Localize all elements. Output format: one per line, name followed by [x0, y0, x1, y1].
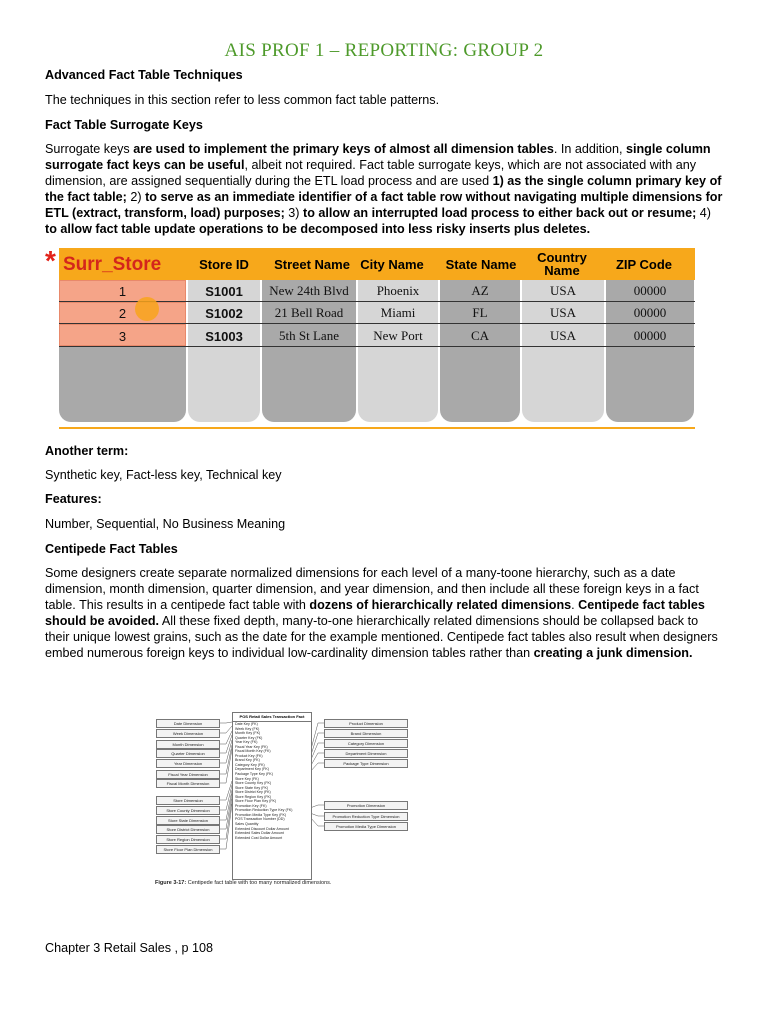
- fact-key-item: Store District Key (FK): [235, 790, 271, 795]
- page-footer: Chapter 3 Retail Sales , p 108: [45, 941, 214, 955]
- country-name-cell: USA: [549, 305, 576, 320]
- street-name-cell: 21 Bell Road: [274, 305, 344, 320]
- street-name-cell: 5th St Lane: [279, 328, 339, 343]
- section-heading: Advanced Fact Table Techniques: [45, 68, 243, 82]
- fact-key-item: Brand Key (FK): [235, 758, 260, 763]
- dimension-box: Date Dimension: [156, 719, 220, 728]
- section-intro: The techniques in this section refer to less common fact table patterns.: [45, 93, 440, 107]
- text-run: All these fixed depth, many-to-one hierarchically related dimensions should be collapsed back to their unique lowest grains, such as the date for the example mentioned. Centipede fact tables also result when designers embed numerous foreign keys to individual low-cardinality dimension tables rather than: [45, 614, 718, 660]
- fact-key-item: Extended Cost Dollar Amount: [235, 835, 283, 840]
- figure-bottom-rule: [59, 427, 695, 429]
- bold-text-run: to serve as an immediate identifier of a fact table row without navigating multiple dimensions for ETL (extract, transform, load) purposes;: [45, 190, 723, 220]
- store-id-cell: S1001: [205, 283, 243, 299]
- fact-key-item: Store Region Key (FK): [235, 794, 272, 799]
- dimension-box: Category Dimension: [324, 739, 408, 748]
- dimension-box: Year Dimension: [156, 759, 220, 768]
- zip-code-cell: 00000: [633, 283, 667, 298]
- dimension-box: Store County Dimension: [156, 806, 220, 815]
- fact-table-box: [232, 712, 312, 880]
- centipede-diagram: [150, 712, 412, 890]
- star-marker: *: [45, 245, 56, 276]
- fact-key-item: Date Key (FK): [235, 722, 258, 726]
- city-name-cell: Miami: [380, 305, 416, 320]
- another-term-label: Another term:: [45, 444, 129, 458]
- fact-key-item: Sales Quantity: [235, 822, 259, 827]
- bold-text-run: to allow fact table update operations to be decomposed into less risky inserts plus deletes.: [45, 222, 591, 236]
- fact-key-item: Store Key (FK): [235, 776, 259, 781]
- dimension-box: Store Region Dimension: [156, 835, 220, 844]
- fact-key-item: Promotion Reduction Type Key (FK): [235, 808, 293, 813]
- text-run: Surrogate keys: [45, 142, 134, 156]
- text-run: , albeit not required. Fact table surrogate keys, which are not associated with any dimension, are assigned sequentially during the ETL load process and are used: [45, 158, 697, 188]
- fact-table-title: POS Retail Sales Transaction Fact: [233, 713, 311, 722]
- fact-key-item: Product Key (FK): [235, 753, 263, 758]
- dimension-box: Week Dimension: [156, 729, 220, 738]
- figure-caption-text: Centipede fact table with too many normalized dimensions.: [187, 880, 332, 886]
- bold-text-run: single column surrogate fact keys can be useful: [45, 142, 711, 172]
- centipede-heading: Centipede Fact Tables: [45, 542, 178, 556]
- bold-text-run: 1) as the single column primary key of the fact table;: [45, 174, 722, 204]
- store-id-cell: S1002: [205, 305, 243, 321]
- zip-code-cell: 00000: [633, 328, 667, 343]
- fact-key-item: POS Transaction Number (DD): [235, 817, 285, 822]
- surr-store-cell: 3: [118, 328, 127, 344]
- surrogate-heading: Fact Table Surrogate Keys: [45, 118, 203, 132]
- bold-text-run: are used to implement the primary keys of almost all dimension tables: [133, 142, 554, 156]
- city-name-cell: New Port: [373, 328, 423, 343]
- fact-key-item: Store Floor Plan Key (FK): [235, 799, 277, 804]
- state-name-cell: AZ: [471, 283, 489, 298]
- header-surr-store: Surr_Store: [63, 253, 162, 275]
- dimension-box: Promotion Reduction Type Dimension: [324, 812, 408, 821]
- header-store-id: Store ID: [199, 256, 249, 272]
- dimension-box: Store District Dimension: [156, 825, 220, 834]
- state-name-cell: FL: [472, 305, 488, 320]
- text-run: .: [571, 598, 579, 612]
- dimension-box: Promotion Media Type Dimension: [324, 822, 408, 831]
- header-zip-code: ZIP Code: [615, 256, 673, 272]
- figure-caption-label: Figure 3-17:: [155, 880, 187, 886]
- zip-code-cell: 00000: [633, 305, 667, 320]
- text-run: 3): [284, 206, 303, 220]
- figure-caption: [155, 880, 331, 886]
- another-term-value: Synthetic key, Fact-less key, Technical key: [45, 468, 282, 482]
- street-name-cell: New 24th Blvd: [269, 283, 349, 298]
- bold-text-run: to allow an interrupted load process to either back out or resume;: [303, 206, 697, 220]
- surr-store-cell: 1: [118, 283, 127, 299]
- fact-key-item: Store State Key (FK): [235, 785, 269, 790]
- fact-key-item: Category Key (FK): [235, 762, 265, 767]
- city-name-cell: Phoenix: [376, 283, 420, 298]
- bold-text-run: creating a junk dimension.: [533, 646, 693, 660]
- features-value: Number, Sequential, No Business Meaning: [45, 517, 286, 531]
- bold-text-run: dozens of hierarchically related dimensions: [309, 598, 572, 612]
- fact-key-item: Package Type Key (FK): [235, 772, 273, 777]
- text-run: 2): [126, 190, 146, 204]
- page-title: AIS PROF 1 – REPORTING: GROUP 2: [224, 40, 544, 61]
- fact-key-item: Extended Sales Dollar Amount: [235, 831, 284, 836]
- fact-key-item: Promotion Media Type Key (FK): [235, 812, 287, 817]
- centipede-paragraph: [45, 565, 725, 661]
- dimension-box: Store Dimension: [156, 796, 220, 805]
- dimension-box: Package Type Dimension: [324, 759, 408, 768]
- header-street-name: Street Name: [274, 256, 350, 272]
- fact-key-item: Store County Key (FK): [235, 781, 272, 786]
- fact-key-item: Department Key (FK): [235, 767, 269, 772]
- fact-key-item: Fiscal Year Key (FK): [235, 744, 268, 749]
- fact-key-item: Quarter Key (FK): [235, 735, 263, 740]
- fact-key-item: Promotion Key (FK): [235, 803, 267, 808]
- header-state-name: State Name: [445, 256, 517, 272]
- surrogate-key-table-figure: [45, 245, 697, 431]
- store-id-cell: S1003: [205, 328, 243, 344]
- dimension-box: Promotion Dimension: [324, 801, 408, 810]
- header-country-name: Country Name: [537, 250, 587, 278]
- surrogate-paragraph: [45, 141, 725, 237]
- fact-key-item: Year Key (FK): [235, 740, 258, 745]
- dimension-box: Quarter Dimension: [156, 749, 220, 758]
- fact-key-item: Month Key (FK): [235, 731, 261, 736]
- surr-store-cell: 2: [118, 305, 127, 321]
- fact-key-item: Fiscal Month Key (FK): [235, 749, 271, 754]
- bold-text-run: Centipede fact tables should be avoided.: [45, 598, 705, 628]
- dimension-box: Product Dimension: [324, 719, 408, 728]
- fact-key-item: Week Key (FK): [235, 726, 260, 731]
- dimension-box: Fiscal Year Dimension: [156, 770, 220, 779]
- dimension-box: Department Dimension: [324, 749, 408, 758]
- text-run: Some designers create separate normalized dimensions for each level of a many-toone hierarchy, such as a date dimension, month dimension, quarter dimension, and year dimension, and then include all these foreign keys in a fact table. This results in a centipede fact table with: [45, 566, 699, 612]
- dimension-box: Store Floor Plan Dimension: [156, 845, 220, 854]
- country-name-cell: USA: [549, 283, 576, 298]
- fact-key-list: [233, 722, 311, 840]
- text-run: 4): [696, 206, 711, 220]
- state-name-cell: CA: [470, 328, 490, 343]
- country-name-cell: USA: [549, 328, 576, 343]
- fact-key-item: Extended Discount Dollar Amount: [235, 826, 289, 831]
- dimension-box: Store State Dimension: [156, 816, 220, 825]
- dimension-box: Brand Dimension: [324, 729, 408, 738]
- dimension-box: Fiscal Month Dimension: [156, 779, 220, 788]
- text-run: . In addition,: [553, 142, 626, 156]
- dimension-box: Month Dimension: [156, 740, 220, 749]
- header-city-name: City Name: [360, 256, 424, 272]
- features-label: Features:: [45, 492, 102, 506]
